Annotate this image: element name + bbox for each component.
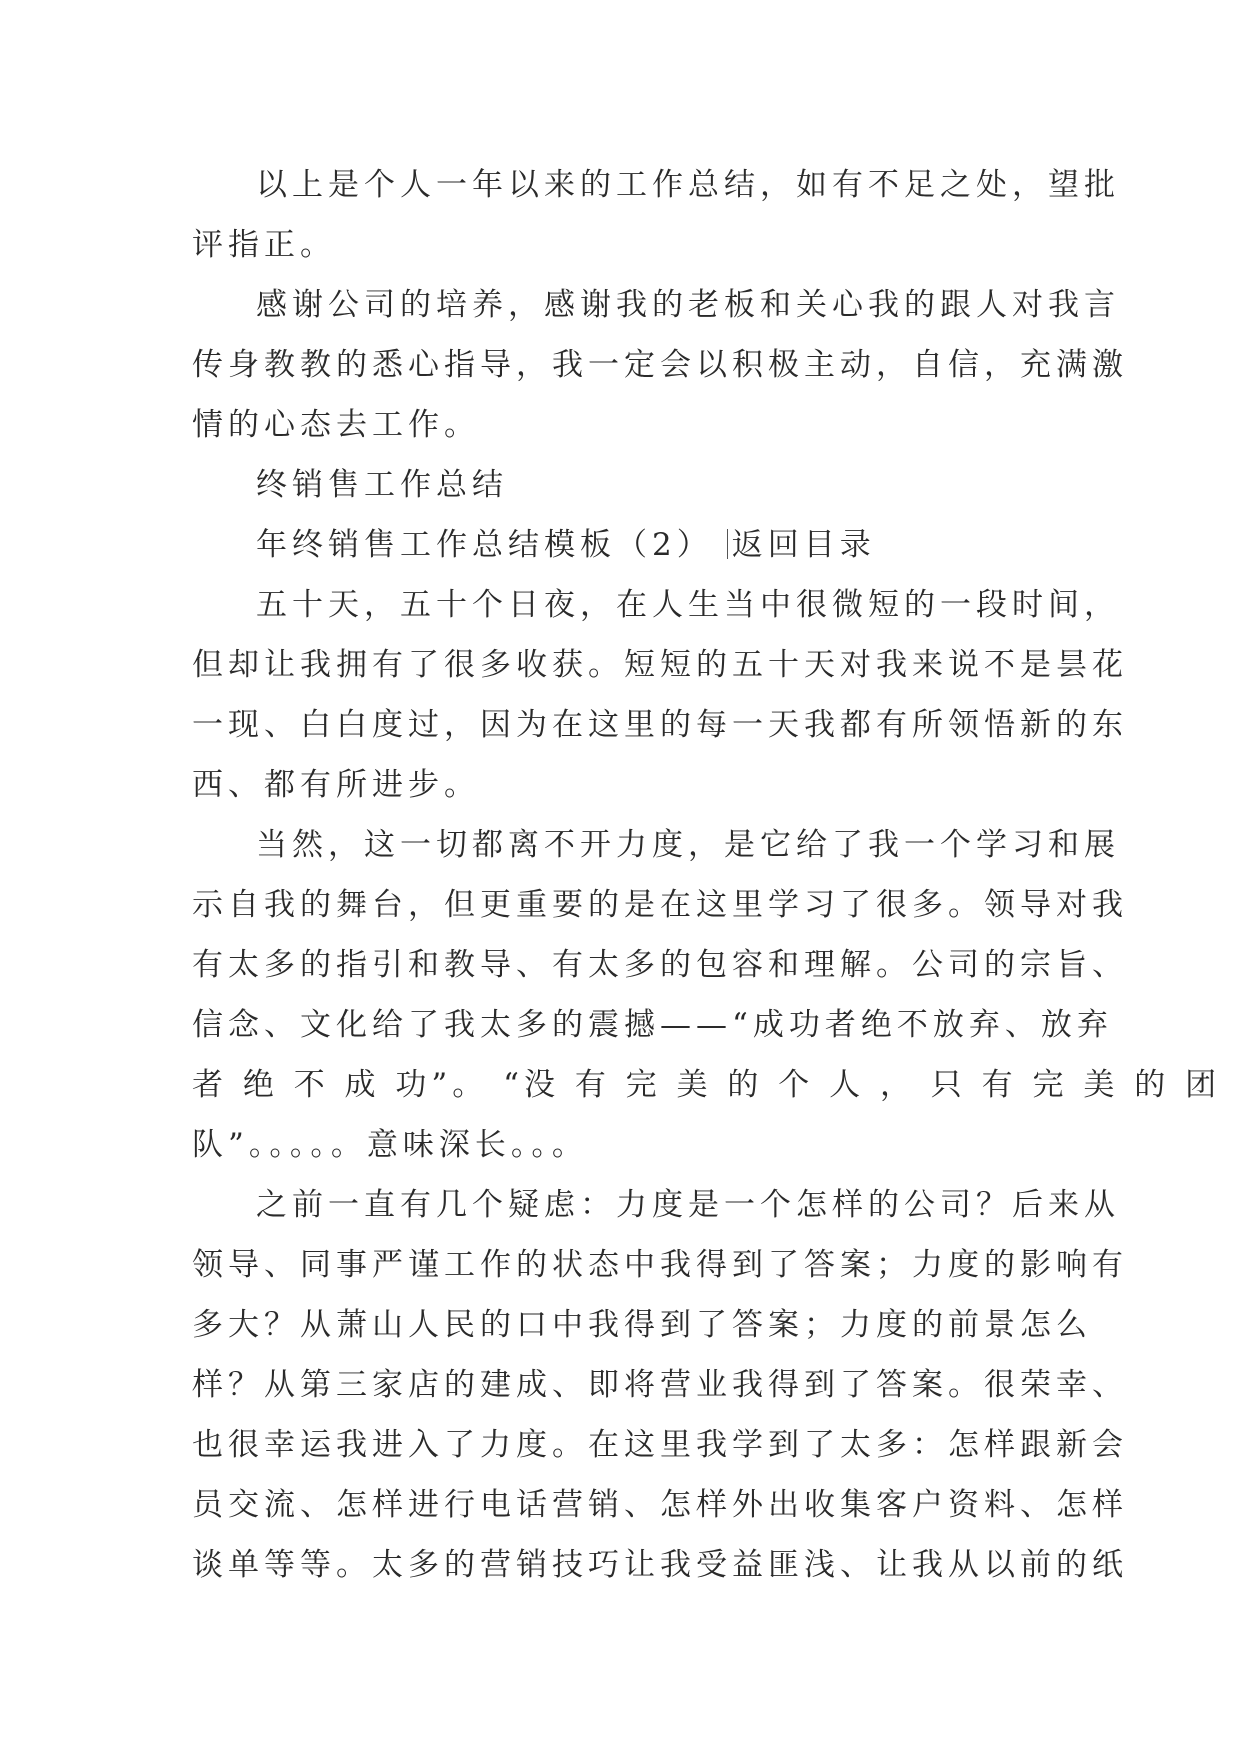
section-title	[192, 515, 1052, 575]
paragraph-line: 五十天，五十个日夜，在人生当中很微短的一段时间，	[256, 587, 1120, 623]
paragraph-line: 多大？从萧山人民的口中我得到了答案；力度的前景怎么	[192, 1307, 1092, 1343]
paragraph-line: 但却让我拥有了很多收获。短短的五十天对我来说不是昙花	[192, 647, 1128, 683]
separator-bar	[727, 529, 728, 559]
paragraph-line: 以上是个人一年以来的工作总结，如有不足之处，望批	[256, 167, 1120, 203]
paragraph-line: 样？从第三家店的建成、即将营业我得到了答案。很荣幸、	[192, 1367, 1128, 1403]
paragraph-line: 示自我的舞台，但更重要的是在这里学习了很多。领导对我	[192, 887, 1128, 923]
paragraph-line: 领导、同事严谨工作的状态中我得到了答案；力度的影响有	[192, 1247, 1128, 1283]
paragraph-line: 评指正。	[192, 227, 336, 263]
paragraph-line: 也很幸运我进入了力度。在这里我学到了太多：怎样跟新会	[192, 1427, 1128, 1463]
paragraph-line: 信念、文化给了我太多的震撼——“成功者绝不放弃、放弃	[192, 1007, 1113, 1043]
paragraph-line: 有太多的指引和教导、有太多的包容和理解。公司的宗旨、	[192, 947, 1128, 983]
paragraph-line: 传身教教的悉心指导，我一定会以积极主动，自信，充满激	[192, 347, 1128, 383]
paragraph-line: 西、都有所进步。	[192, 767, 480, 803]
paragraph-line: 之前一直有几个疑虑：力度是一个怎样的公司？后来从	[256, 1187, 1120, 1223]
back-to-toc-link[interactable]: 返回目录	[731, 527, 876, 563]
paragraph-line: 谈单等等。太多的营销技巧让我受益匪浅、让我从以前的纸	[192, 1547, 1128, 1583]
paragraph-line: 当然，这一切都离不开力度，是它给了我一个学习和展	[256, 827, 1120, 863]
paragraph-line: 队”。。。。。意味深长。。。	[192, 1127, 588, 1163]
paragraph-line: 员交流、怎样进行电话营销、怎样外出收集客户资料、怎样	[192, 1487, 1128, 1523]
paragraph-line: 情的心态去工作。	[192, 407, 480, 443]
paragraph-line: 感谢公司的培养，感谢我的老板和关心我的跟人对我言	[256, 287, 1120, 323]
paragraph-line: 者 绝 不 成 功”。 “没 有 完 美 的 个 人 ， 只 有 完 美 的 团	[192, 1067, 1222, 1103]
section-title-text: 年终销售工作总结模板（2）	[256, 527, 713, 563]
section-heading: 终销售工作总结	[256, 467, 508, 503]
body-text	[192, 155, 1222, 1595]
paragraph-line: 一现、白白度过，因为在这里的每一天我都有所领悟新的东	[192, 707, 1128, 743]
